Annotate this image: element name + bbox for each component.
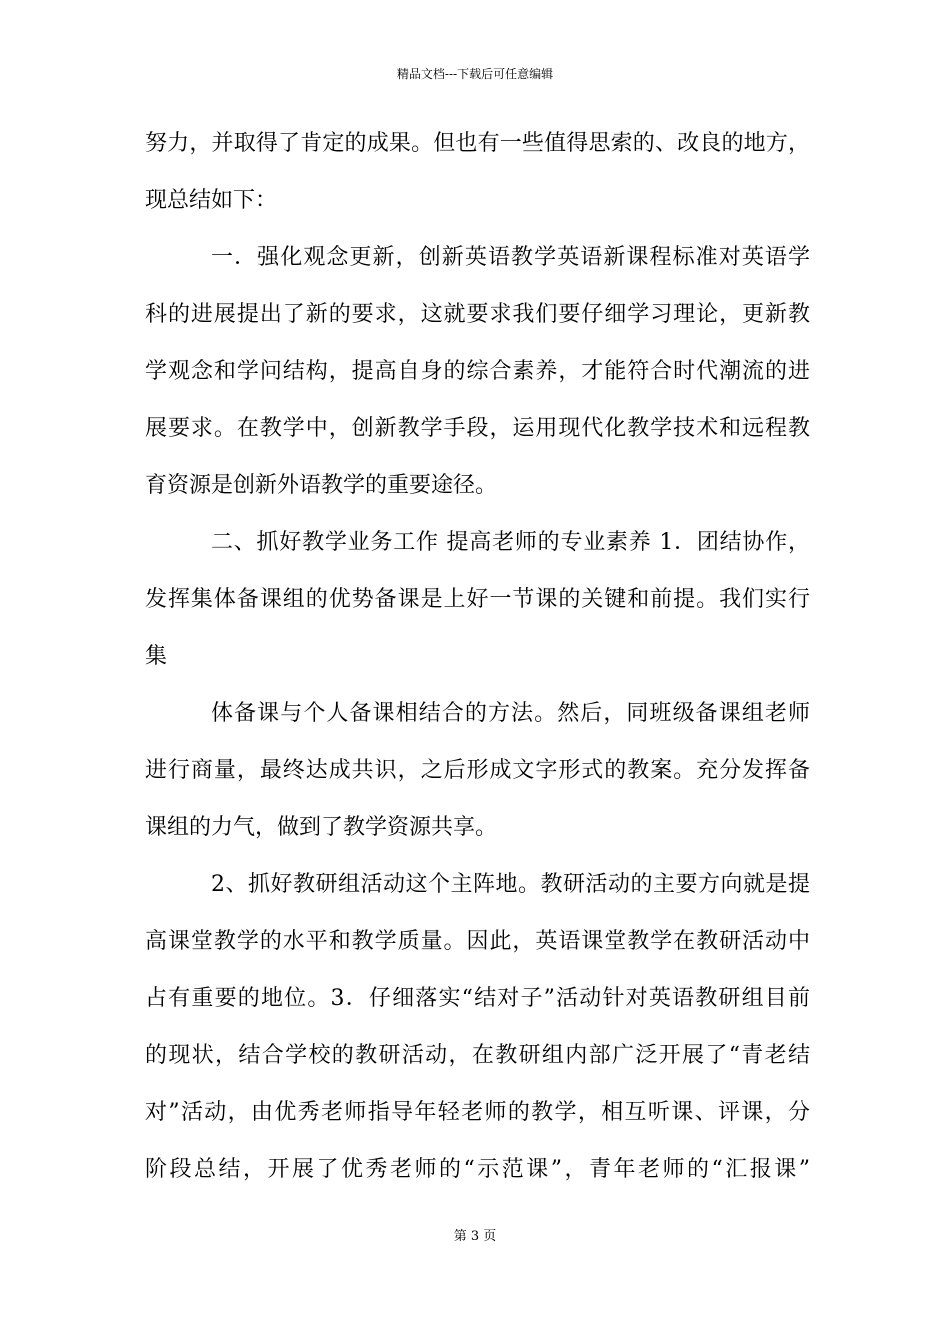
body-line: 集	[145, 644, 168, 669]
body-line: 展要求。在教学中，创新教学手段，运用现代化教学技术和远程教	[145, 416, 810, 441]
body-line: 占有重要的地位。3．仔细落实“结对子”活动针对英语教研组目前	[145, 986, 810, 1011]
body-line: 学观念和学问结构，提高自身的综合素养，才能符合时代潮流的进	[145, 359, 810, 384]
body-line: 对”活动，由优秀老师指导年轻老师的教学，相互听课、评课，分	[145, 1100, 810, 1125]
body-line: 育资源是创新外语教学的重要途径。	[145, 473, 498, 498]
document-body	[145, 128, 810, 1211]
body-line: 进行商量，最终达成共识，之后形成文字形式的教案。充分发挥备	[145, 758, 810, 783]
page-number: 第 3 页	[453, 1229, 497, 1244]
page-header: 精品文档---下载后可任意编辑	[396, 67, 554, 81]
body-line: 体备课与个人备课相结合的方法。然后，同班级备课组老师	[211, 701, 810, 726]
body-line: 高课堂教学的水平和教学质量。因此，英语课堂教学在教研活动中	[145, 929, 810, 954]
body-line: 2、抓好教研组活动这个主阵地。教研活动的主要方向就是提	[211, 872, 810, 897]
body-line: 现总结如下：	[145, 188, 278, 213]
body-line: 二、抓好教学业务工作 提高老师的专业素养 1．团结协作，	[211, 530, 810, 555]
body-line: 努力，并取得了肯定的成果。但也有一些值得思索的、改良的地方，	[145, 131, 810, 156]
body-line: 的现状，结合学校的教研活动，在教研组内部广泛开展了“青老结	[145, 1043, 810, 1068]
body-line: 课组的力气，做到了教学资源共享。	[145, 815, 498, 840]
body-line: 阶段总结，开展了优秀老师的“示范课”，青年老师的“汇报课”	[145, 1157, 810, 1182]
body-line: 科的进展提出了新的要求，这就要求我们要仔细学习理论，更新教	[145, 302, 810, 327]
body-line: 一．强化观念更新，创新英语教学英语新课程标准对英语学	[211, 245, 810, 270]
body-line: 发挥集体备课组的优势备课是上好一节课的关键和前提。我们实行	[145, 587, 810, 612]
